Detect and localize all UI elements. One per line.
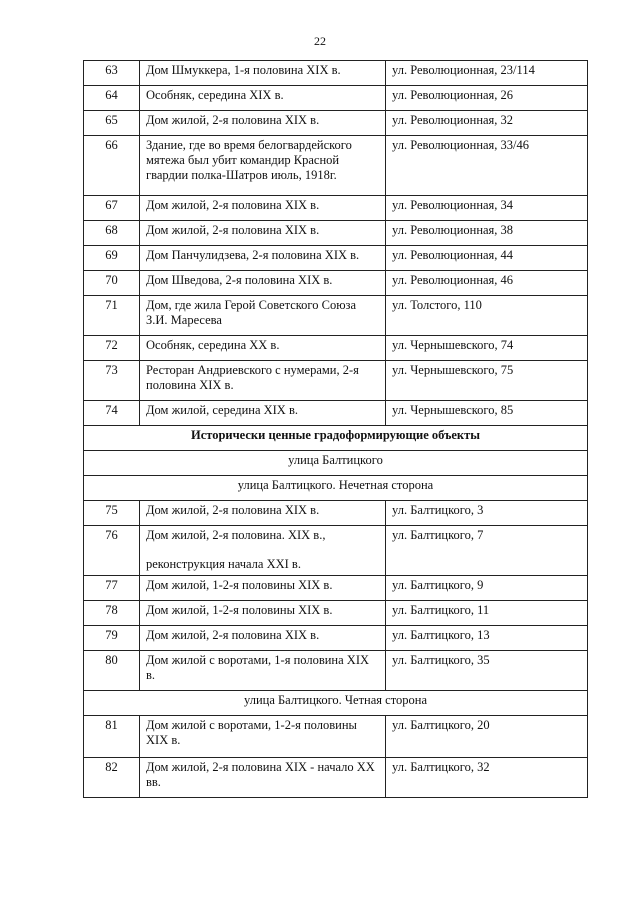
object-address: ул. Балтицкого, 32 [386,758,588,798]
object-address: ул. Революционная, 34 [386,196,588,221]
object-name-text: Дом жилой, 1-2-я половины XIX в. [146,603,333,617]
row-number: 67 [84,196,140,221]
object-name [140,601,386,626]
table-row [84,651,588,691]
object-name [140,296,386,336]
street-heading: улица Балтицкого [84,451,588,476]
object-name [140,86,386,111]
row-number: 73 [84,361,140,401]
even-side-heading-row [84,691,588,716]
object-address: ул. Балтицкого, 9 [386,576,588,601]
table-row [84,271,588,296]
object-name [140,246,386,271]
table-row [84,361,588,401]
object-name [140,336,386,361]
table-section-odd [84,501,588,691]
object-name [140,501,386,526]
object-name [140,576,386,601]
row-number: 63 [84,61,140,86]
object-name-text: Дом, где жила Герой Советского Союза З.И. Маресева [146,298,357,327]
row-number: 64 [84,86,140,111]
row-number: 78 [84,601,140,626]
object-name [140,401,386,426]
row-number: 76 [84,526,140,576]
row-number: 80 [84,651,140,691]
object-name [140,221,386,246]
object-address: ул. Революционная, 44 [386,246,588,271]
object-name [140,651,386,691]
table-row [84,626,588,651]
object-name [140,626,386,651]
row-number: 79 [84,626,140,651]
object-address: ул. Балтицкого, 11 [386,601,588,626]
odd-side-heading: улица Балтицкого. Нечетная сторона [84,476,588,501]
row-number: 75 [84,501,140,526]
object-address: ул. Балтицкого, 3 [386,501,588,526]
page-number: 22 [314,34,326,48]
table-row [84,336,588,361]
table-row [84,758,588,798]
object-name-text: Дом жилой, 2-я половина XIX - начало XX вв. [146,760,375,789]
table-row [84,296,588,336]
heritage-objects-table [83,60,588,798]
row-number: 69 [84,246,140,271]
row-number: 66 [84,136,140,196]
street-heading-row [84,451,588,476]
row-number: 82 [84,758,140,798]
row-number: 72 [84,336,140,361]
object-name-text: Здание, где во время белогвардейского мятежа был убит командир Красной гвардии полка-Шатров июль, 1918г. [146,138,352,182]
object-address: ул. Революционная, 23/114 [386,61,588,86]
object-name-text: Дом жилой с воротами, 1-2-я половины XIX в. [146,718,357,747]
object-name-text: Дом жилой, 2-я половина XIX в. [146,628,320,642]
row-number: 77 [84,576,140,601]
object-address: ул. Балтицкого, 35 [386,651,588,691]
table-row [84,526,588,576]
object-address: ул. Толстого, 110 [386,296,588,336]
object-name-text: Дом Шведова, 2-я половина XIX в. [146,273,333,287]
section-heading: Исторически ценные градоформирующие объекты [84,426,588,451]
object-name-text: Ресторан Андриевского с нумерами, 2-я половина XIX в. [146,363,359,392]
object-address: ул. Революционная, 26 [386,86,588,111]
object-address: ул. Революционная, 46 [386,271,588,296]
even-side-heading: улица Балтицкого. Четная сторона [84,691,588,716]
object-name-text: Дом жилой, 2-я половина XIX в. [146,198,320,212]
object-address: ул. Балтицкого, 7 [386,526,588,576]
object-address: ул. Чернышевского, 75 [386,361,588,401]
table-row [84,246,588,271]
table-section-even-heading [84,691,588,716]
object-name-text: Дом Шмуккера, 1-я половина XIX в. [146,63,341,77]
object-name-text-continued: реконструкция начала XXI в. [146,557,301,571]
section-heading-row [84,426,588,451]
object-address: ул. Балтицкого, 20 [386,716,588,758]
object-address: ул. Революционная, 32 [386,111,588,136]
object-name-text: Дом жилой, 1-2-я половины XIX в. [146,578,333,592]
odd-side-heading-row [84,476,588,501]
table-row [84,601,588,626]
object-name-text: Особняк, середина XIX в. [146,88,284,102]
object-name-text: Дом Панчулидзева, 2-я половина XIX в. [146,248,360,262]
object-address: ул. Чернышевского, 85 [386,401,588,426]
table-row [84,576,588,601]
object-name-text: Дом жилой, середина XIX в. [146,403,298,417]
table-row [84,501,588,526]
row-number: 65 [84,111,140,136]
object-address: ул. Чернышевского, 74 [386,336,588,361]
object-address: ул. Революционная, 38 [386,221,588,246]
table-row [84,401,588,426]
table-row [84,86,588,111]
object-name-text: Дом жилой, 2-я половина XIX в. [146,223,320,237]
table-section-headings [84,426,588,501]
object-name-text: Дом жилой, 2-я половина. XIX в., [146,528,326,542]
object-name [140,111,386,136]
table-row [84,196,588,221]
object-name [140,526,386,576]
table-row [84,716,588,758]
table-row [84,61,588,86]
table-row [84,111,588,136]
row-number: 68 [84,221,140,246]
object-name-text: Дом жилой с воротами, 1-я половина XIX в. [146,653,370,682]
object-address: ул. Революционная, 33/46 [386,136,588,196]
row-number: 81 [84,716,140,758]
object-name [140,136,386,196]
object-name [140,758,386,798]
object-address: ул. Балтицкого, 13 [386,626,588,651]
row-number: 74 [84,401,140,426]
object-name [140,716,386,758]
object-name [140,196,386,221]
table-row [84,221,588,246]
object-name-text: Дом жилой, 2-я половина XIX в. [146,113,320,127]
object-name [140,271,386,296]
table-row [84,136,588,196]
table-section-even [84,716,588,798]
object-name [140,61,386,86]
row-number: 71 [84,296,140,336]
object-name [140,361,386,401]
row-number: 70 [84,271,140,296]
object-name-text: Особняк, середина XX в. [146,338,280,352]
object-name-text: Дом жилой, 2-я половина XIX в. [146,503,320,517]
table-section-top [84,61,588,426]
